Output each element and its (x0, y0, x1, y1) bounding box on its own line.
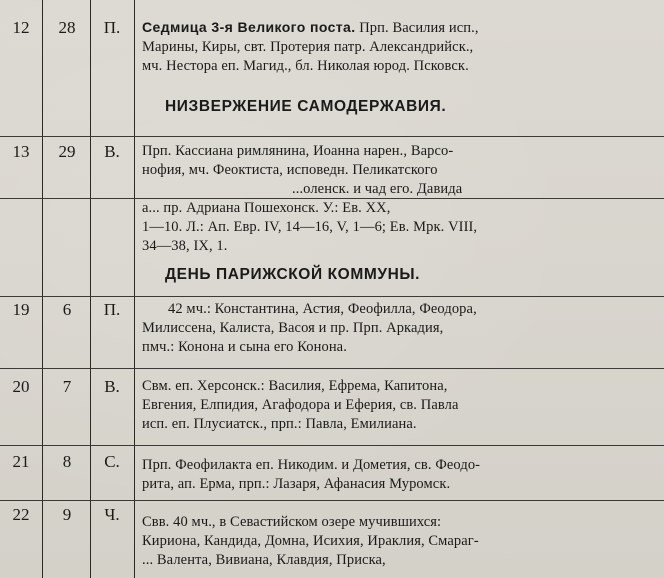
entry-line: Свв. 40 мч., в Севастийском озере мучившихся: (142, 514, 442, 530)
entry-weekday: П. (103, 300, 121, 319)
entry-line: Милиссена, Калиста, Васоя и пр. Прп. Аркадия, (142, 320, 444, 336)
entry-text (142, 300, 630, 357)
entry-line: Прп. Феофилакта еп. Никодим. и Дометия, св. Феодо- (142, 457, 481, 473)
entry-day: 28 (58, 18, 76, 37)
entry-line: а... пр. Адриана Пошехонск. У.: Ев. XX, (142, 200, 391, 216)
entry-text (142, 142, 630, 256)
entry-weekday: С. (104, 452, 120, 471)
entry-line: ... Валента, Вивиана, Клавдия, Приска, (142, 552, 386, 568)
entry-day: 7 (62, 377, 72, 396)
banner-heading: НИЗВЕРЖЕНИЕ САМОДЕРЖАВИЯ. (165, 98, 447, 115)
row-rule (0, 368, 664, 369)
entry-line: Евгения, Елпидия, Агафодора и Еферия, св. Павла (142, 397, 459, 413)
entry-line: исп. еп. Плусиатск., прп.: Павла, Емилиана. (142, 416, 417, 432)
entry-number: 22 (12, 505, 30, 524)
entry-heading: Седмица 3-я Великого поста. (142, 19, 356, 35)
entry-text (142, 456, 630, 494)
entry-number: 19 (12, 300, 30, 319)
row-rule (0, 136, 664, 137)
entry-number: 20 (12, 377, 30, 396)
entry-line: Прп. Кассиана римлянина, Иоанна нарен., Варсо- (142, 143, 454, 159)
entry-line: 1—10. Л.: Ап. Евр. IV, 14—16, V, 1—6; Ев. Мрк. VIII, (142, 219, 478, 235)
entry-line: Свм. еп. Херсонск.: Василия, Ефрема, Капитона, (142, 378, 448, 394)
entry-line: нофия, мч. Феоктиста, исповедн. Пеликатского (142, 162, 438, 178)
entry-number: 21 (12, 452, 30, 471)
entry-text (142, 513, 630, 570)
entry-line: 34—38, IX, 1. (142, 238, 228, 254)
entry-line: ...оленск. и чад его. Давида (292, 181, 463, 197)
entry-number: 12 (12, 18, 30, 37)
banner-heading: ДЕНЬ ПАРИЖСКОЙ КОММУНЫ. (165, 266, 421, 283)
row-rule (0, 500, 664, 501)
entry-text (142, 18, 630, 76)
column-rule-1 (42, 0, 43, 578)
column-rule-3 (134, 0, 135, 578)
entry-weekday: В. (104, 142, 120, 161)
entry-day: 9 (62, 505, 72, 524)
row-rule (0, 296, 664, 297)
entry-number: 13 (12, 142, 30, 161)
entry-weekday: В. (104, 377, 120, 396)
entry-day: 29 (58, 142, 76, 161)
entry-line: Марины, Киры, свт. Протерия патр. Александрийск., (142, 39, 474, 55)
entry-line: мч. Нестора еп. Магид., бл. Николая юрод. Псковск. (142, 58, 469, 74)
entry-weekday: Ч. (104, 505, 120, 524)
entry-line: пмч.: Конона и сына его Конона. (142, 339, 347, 355)
entry-weekday: П. (103, 18, 121, 37)
entry-line: Седмица 3-я Великого поста. Прп. Василия исп., (142, 19, 479, 36)
entry-line: 42 мч.: Константина, Астия, Феофилла, Феодора, (168, 301, 477, 317)
row-rule (0, 445, 664, 446)
entry-text (142, 377, 630, 434)
column-rule-2 (90, 0, 91, 578)
entry-day: 6 (62, 300, 72, 319)
entry-day: 8 (62, 452, 72, 471)
entry-line: Кириона, Кандида, Домна, Исихия, Ираклия, Смараг- (142, 533, 479, 549)
entry-line: рита, ап. Ерма, прп.: Лазаря, Афанасия Муромск. (142, 476, 451, 492)
